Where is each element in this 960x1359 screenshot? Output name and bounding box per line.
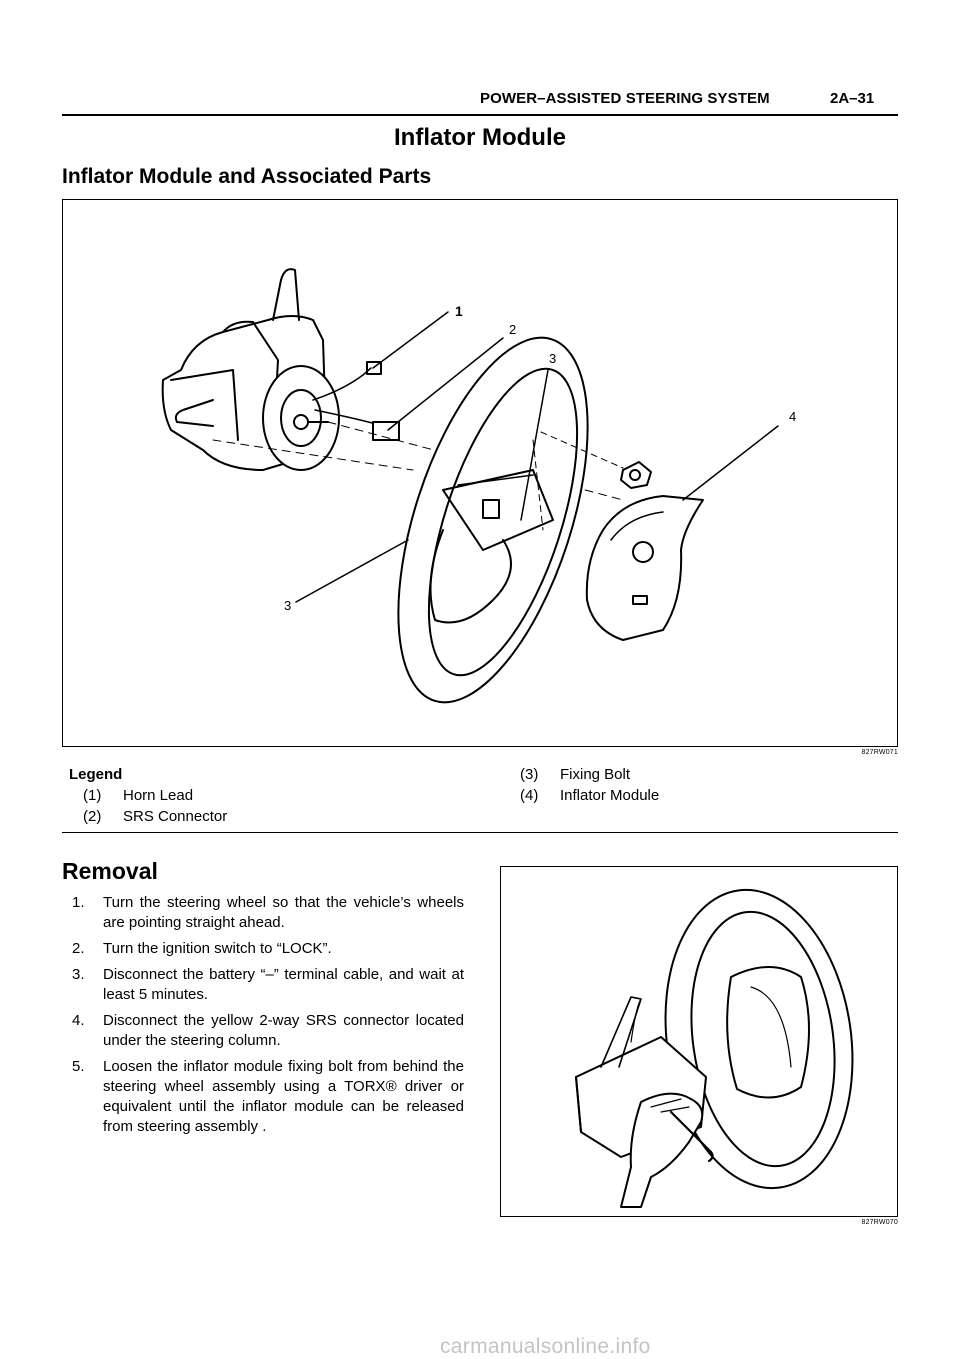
legend-item: (4) Inflator Module: [520, 787, 660, 804]
legend-title: Legend: [69, 766, 123, 783]
step-item: 1. Turn the steering wheel so that the vehicle’s wheels are pointing straight ahead.: [72, 894, 464, 931]
running-header-title: POWER–ASSISTED STEERING SYSTEM: [480, 90, 770, 107]
legend-item: (1) Horn Lead: [83, 787, 194, 804]
legend-item: (2) SRS Connector: [83, 808, 228, 825]
legend-item: (3) Fixing Bolt: [520, 766, 631, 783]
callout-1: 1: [455, 303, 463, 319]
removal-illustration-figure: [500, 866, 898, 1217]
page-number: 2A–31: [830, 90, 875, 107]
callout-3-bottom: 3: [284, 598, 292, 613]
page-title: Inflator Module: [394, 124, 566, 151]
removal-steps: [72, 893, 464, 1143]
callout-3-top: 3: [549, 351, 557, 366]
figure-code: 827RW071: [861, 749, 898, 756]
legend-rule: [62, 832, 898, 833]
header-rule: [62, 114, 898, 116]
removal-illustration: [501, 867, 897, 1216]
step-item: 2. Turn the ignition switch to “LOCK”.: [72, 940, 332, 957]
step-item: 3. Disconnect the battery “–” terminal cable, and wait at least 5 minutes.: [72, 966, 464, 1003]
section-subtitle: Inflator Module and Associated Parts: [62, 165, 432, 188]
step-item: 4. Disconnect the yellow 2-way SRS connector located under the steering column.: [72, 1012, 464, 1049]
callout-4: 4: [789, 409, 797, 424]
step-item: 5. Loosen the inflator module fixing bolt from behind the steering wheel assembly using a TORX® driver or equivalent until the inflator module can be released from steering assembly .: [72, 1058, 464, 1135]
exploded-view-illustration: [63, 200, 897, 746]
figure-code: 827RW070: [861, 1219, 898, 1226]
exploded-view-figure: [62, 199, 898, 747]
removal-heading: Removal: [62, 858, 158, 884]
watermark: carmanualsonline.info: [440, 1335, 651, 1358]
callout-2: 2: [509, 322, 517, 337]
